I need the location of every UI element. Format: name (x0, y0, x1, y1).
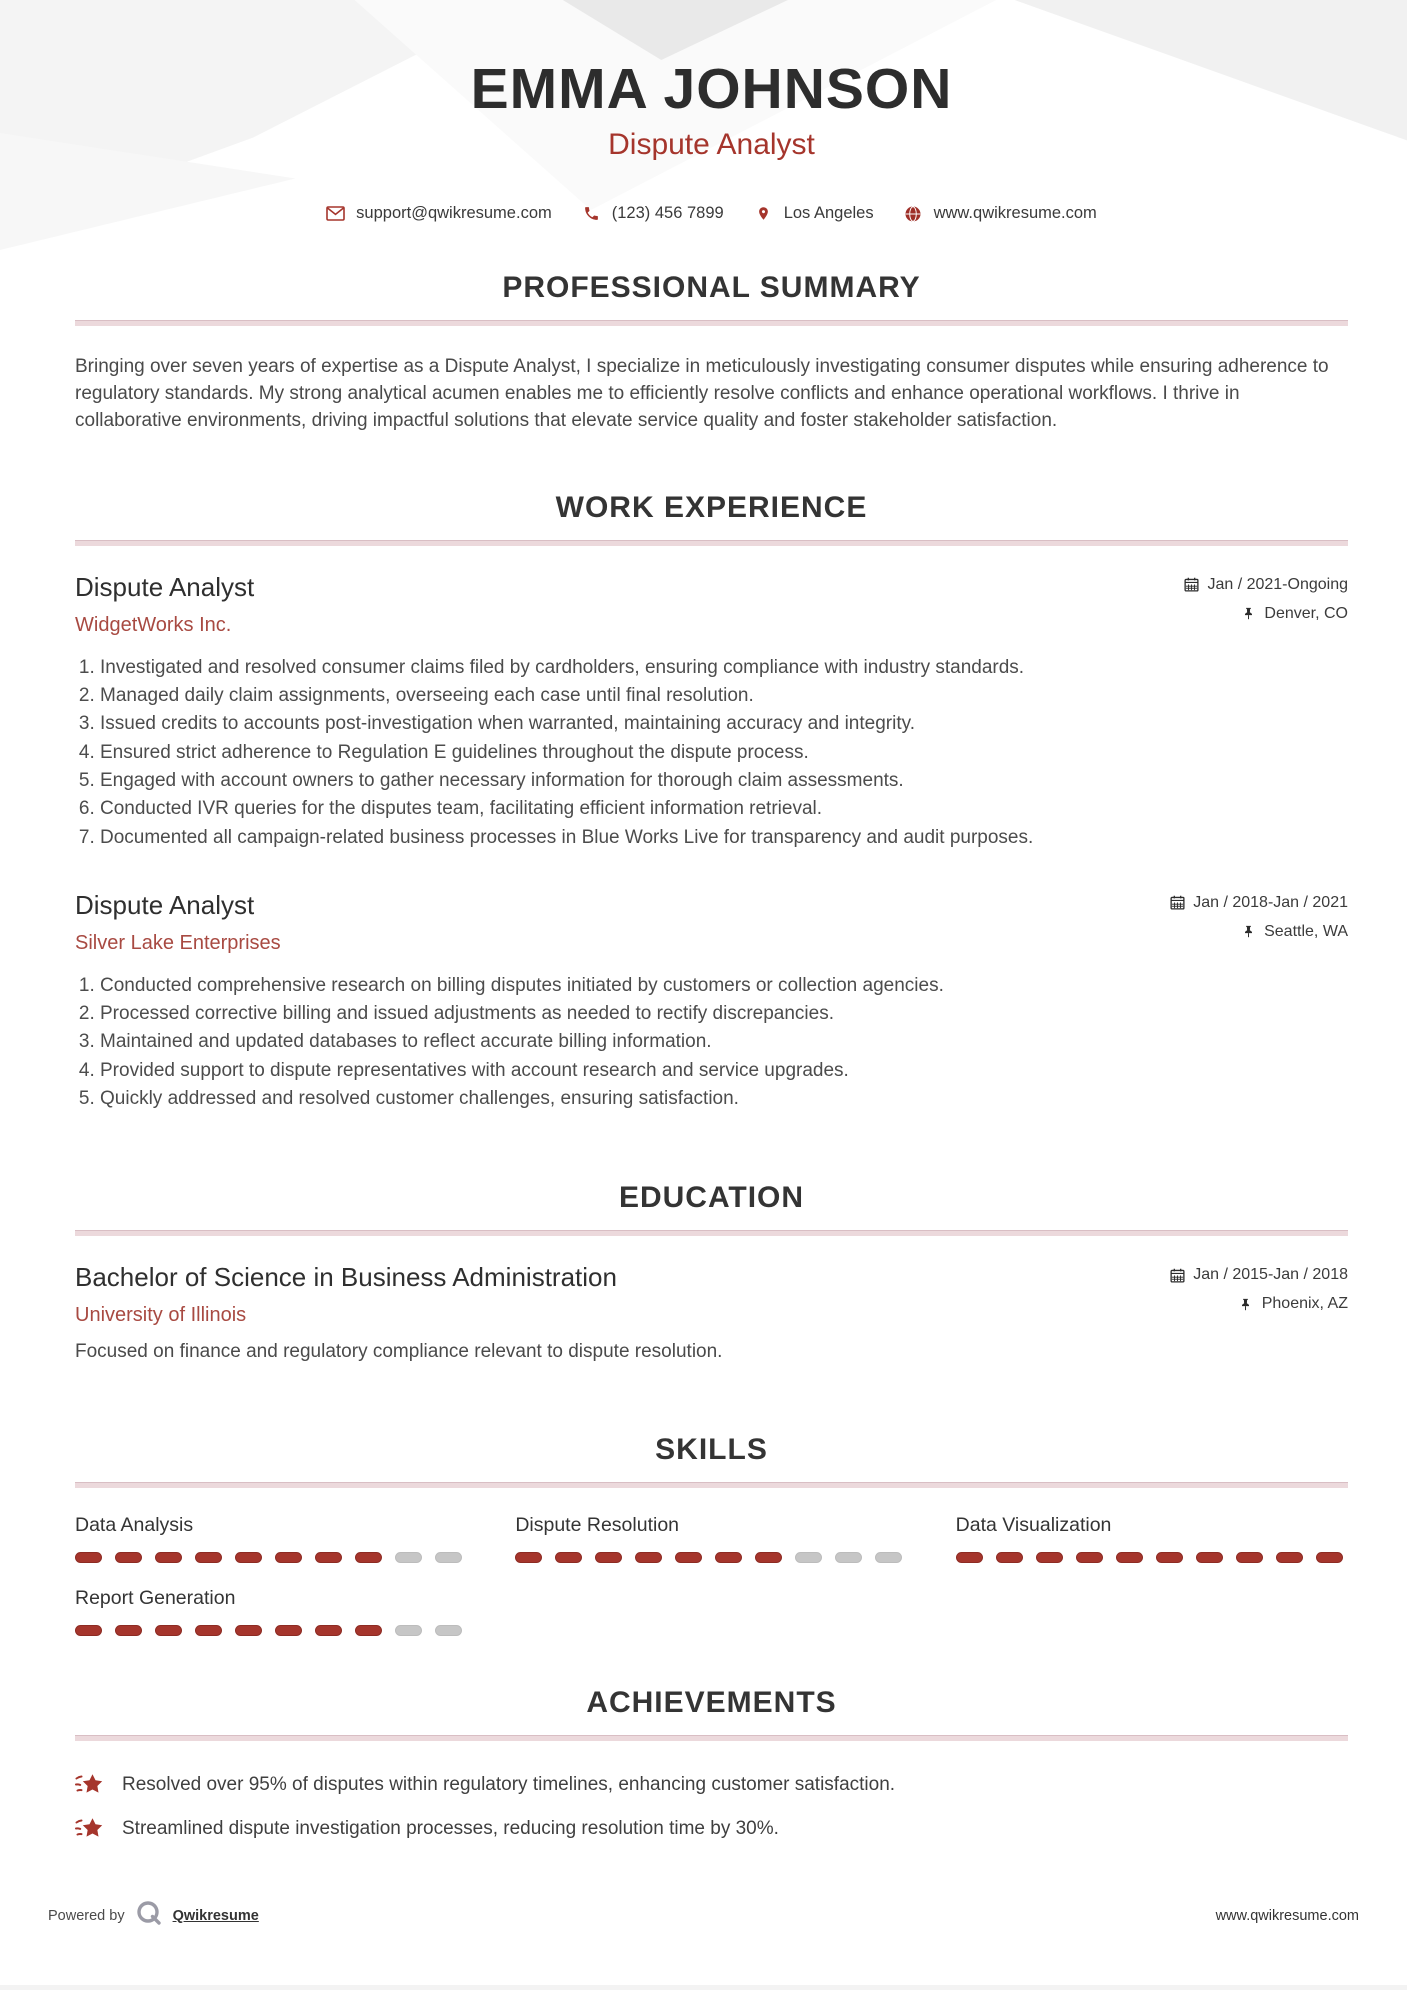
skill-dash-filled (315, 1625, 342, 1636)
skill-item (75, 1587, 467, 1636)
job-entry (75, 572, 1348, 848)
skills-heading: SKILLS (655, 1433, 768, 1467)
candidate-name: EMMA JOHNSON (470, 57, 953, 121)
skill-dash-filled (155, 1552, 182, 1563)
footer-website[interactable]: www.qwikresume.com (1215, 1907, 1359, 1924)
skill-dash-filled (1236, 1552, 1263, 1563)
skill-dash-empty (435, 1625, 462, 1636)
contact-website[interactable] (904, 204, 1097, 223)
bullet-item: 5. Engaged with account owners to gather necessary information for thorough claim assessments. (100, 770, 1348, 791)
pushpin-icon (1240, 924, 1256, 940)
skill-dash-filled (1316, 1552, 1343, 1563)
skill-dash-filled (956, 1552, 983, 1563)
contact-row (75, 204, 1348, 223)
section-divider (75, 320, 1348, 326)
achievements-list (75, 1771, 1348, 1842)
shooting-star-icon (75, 1771, 105, 1798)
bullet-item: 1. Investigated and resolved consumer claims filed by cardholders, ensuring compliance with industry standards. (100, 657, 1348, 678)
skill-level-bar (75, 1552, 467, 1563)
job-dates: Jan / 2018-Jan / 2021 (1193, 893, 1348, 911)
skill-dash-filled (515, 1552, 542, 1563)
calendar-icon (1183, 577, 1199, 593)
footer (48, 1899, 1359, 1932)
skill-dash-filled (155, 1625, 182, 1636)
job-meta (1169, 890, 1348, 952)
job-dates: Jan / 2021-Ongoing (1207, 575, 1348, 593)
contact-phone-text: (123) 456 7899 (611, 204, 724, 222)
summary-heading: PROFESSIONAL SUMMARY (502, 271, 921, 304)
contact-website-text: www.qwikresume.com (933, 204, 1097, 222)
contact-location (754, 204, 874, 223)
school-name: University of Illinois (75, 1304, 247, 1327)
job-title-block (75, 572, 254, 637)
skill-dash-filled (1196, 1552, 1223, 1563)
candidate-title: Dispute Analyst (608, 128, 815, 161)
summary-text: Bringing over seven years of expertise as a Dispute Analyst, I specialize in meticulously investigating consumer disputes while ensuring adherence to regulatory standards. My strong analytical acumen enables me to efficiently resolve conflicts and enhance operational workflows. I thrive in collaborative environments, driving impactful solutions that elevate service quality and foster stakeholder satisfaction. (75, 356, 1329, 431)
skills-grid (75, 1514, 1348, 1636)
pushpin-icon (1238, 1296, 1254, 1312)
skill-dash-filled (715, 1552, 742, 1563)
skill-dash-filled (555, 1552, 582, 1563)
skill-dash-empty (395, 1625, 422, 1636)
skill-dash-filled (1156, 1552, 1183, 1563)
skill-dash-filled (115, 1625, 142, 1636)
achievement-text: Streamlined dispute investigation processes, reducing resolution time by 30%. (122, 1817, 779, 1839)
contact-email-text: support@qwikresume.com (356, 204, 552, 222)
skill-item (75, 1514, 467, 1563)
bullet-item: 1. Conducted comprehensive research on billing disputes initiated by customers or collection agencies. (100, 975, 1348, 996)
skill-name: Data Analysis (75, 1514, 194, 1537)
skill-level-bar (515, 1552, 907, 1563)
calendar-icon (1169, 895, 1185, 911)
section-divider (75, 540, 1348, 546)
skill-dash-filled (235, 1625, 262, 1636)
education-meta (1169, 1262, 1348, 1324)
bullet-item: 7. Documented all campaign-related business processes in Blue Works Live for transparency and audit purposes. (100, 827, 1348, 848)
section-divider (75, 1482, 1348, 1488)
pushpin-icon (1240, 606, 1256, 622)
achievements-heading: ACHIEVEMENTS (586, 1686, 837, 1720)
skill-dash-filled (75, 1625, 102, 1636)
skill-dash-filled (275, 1625, 302, 1636)
bullet-item: 3. Maintained and updated databases to reflect accurate billing information. (100, 1031, 1348, 1052)
degree-title: Bachelor of Science in Business Administration (75, 1262, 617, 1293)
skill-dash-filled (115, 1552, 142, 1563)
job-title-block (75, 890, 281, 955)
bullet-item: 2. Managed daily claim assignments, overseeing each case until final resolution. (100, 685, 1348, 706)
shooting-star-icon (75, 1815, 105, 1842)
education-dates: Jan / 2015-Jan / 2018 (1193, 1266, 1348, 1284)
education-location: Phoenix, AZ (1261, 1295, 1348, 1313)
job-location: Denver, CO (1264, 604, 1348, 622)
email-icon (326, 204, 345, 223)
location-icon (754, 204, 773, 223)
job-location: Seattle, WA (1264, 922, 1348, 940)
skill-item (956, 1514, 1348, 1563)
bullet-item: 4. Provided support to dispute representatives with account research and service upgrades. (100, 1060, 1348, 1081)
skill-dash-filled (235, 1552, 262, 1563)
powered-by-label: Powered by (48, 1907, 125, 1924)
skill-dash-filled (1116, 1552, 1143, 1563)
achievement-item (75, 1815, 1348, 1842)
contact-phone[interactable] (582, 204, 724, 223)
bullet-item: 6. Conducted IVR queries for the disputes team, facilitating efficient information retrieval. (100, 798, 1348, 819)
achievement-text: Resolved over 95% of disputes within regulatory timelines, enhancing customer satisfaction. (122, 1773, 896, 1795)
job-title: Dispute Analyst (75, 889, 255, 920)
skill-item (515, 1514, 907, 1563)
footer-branding (48, 1899, 259, 1932)
qwikresume-link[interactable]: Qwikresume (172, 1907, 259, 1924)
skill-level-bar (75, 1625, 467, 1636)
skill-dash-filled (355, 1552, 382, 1563)
job-meta (1183, 572, 1348, 634)
skill-dash-filled (75, 1552, 102, 1563)
bullet-item: 2. Processed corrective billing and issued adjustments as needed to rectify discrepancies. (100, 1003, 1348, 1024)
skill-dash-filled (1076, 1552, 1103, 1563)
skill-dash-filled (195, 1552, 222, 1563)
work-experience-heading: WORK EXPERIENCE (555, 490, 868, 524)
skill-dash-filled (1036, 1552, 1063, 1563)
skill-dash-filled (675, 1552, 702, 1563)
job-bullet-list (75, 975, 1348, 1109)
skill-name: Dispute Resolution (515, 1514, 680, 1537)
bullet-item: 3. Issued credits to accounts post-investigation when warranted, maintaining accuracy and integrity. (100, 713, 1348, 734)
skill-dash-filled (635, 1552, 662, 1563)
job-company: Silver Lake Enterprises (75, 931, 281, 954)
globe-icon (904, 204, 923, 223)
achievement-item (75, 1771, 1348, 1798)
contact-email[interactable] (326, 204, 552, 223)
skill-dash-filled (195, 1625, 222, 1636)
job-bullet-list (75, 657, 1348, 848)
skill-dash-filled (275, 1552, 302, 1563)
skill-dash-empty (435, 1552, 462, 1563)
skill-name: Data Visualization (955, 1514, 1112, 1537)
skill-dash-filled (755, 1552, 782, 1563)
skill-level-bar (956, 1552, 1348, 1563)
calendar-icon (1169, 1267, 1185, 1283)
skill-dash-empty (795, 1552, 822, 1563)
skill-dash-filled (1276, 1552, 1303, 1563)
qwikresume-logo-icon (135, 1899, 163, 1932)
education-title-block (75, 1262, 617, 1327)
bullet-item: 5. Quickly addressed and resolved customer challenges, ensuring satisfaction. (100, 1088, 1348, 1109)
contact-location-text: Los Angeles (783, 204, 874, 222)
skill-dash-filled (996, 1552, 1023, 1563)
job-entry (75, 890, 1348, 1109)
education-description: Focused on finance and regulatory compliance relevant to dispute resolution. (75, 1341, 723, 1363)
skill-dash-filled (315, 1552, 342, 1563)
skill-name: Report Generation (75, 1587, 236, 1610)
skill-dash-filled (355, 1625, 382, 1636)
skill-dash-empty (875, 1552, 902, 1563)
bullet-item: 4. Ensured strict adherence to Regulation E guidelines throughout the dispute process. (100, 742, 1348, 763)
skill-dash-empty (835, 1552, 862, 1563)
education-entry (75, 1262, 1348, 1363)
skill-dash-empty (395, 1552, 422, 1563)
section-divider (75, 1735, 1348, 1741)
education-heading: EDUCATION (618, 1181, 805, 1215)
skill-dash-filled (595, 1552, 622, 1563)
job-title: Dispute Analyst (75, 571, 255, 602)
bottom-strip (0, 1985, 1407, 1990)
section-divider (75, 1230, 1348, 1236)
job-company: WidgetWorks Inc. (75, 613, 232, 636)
phone-icon (582, 204, 601, 223)
